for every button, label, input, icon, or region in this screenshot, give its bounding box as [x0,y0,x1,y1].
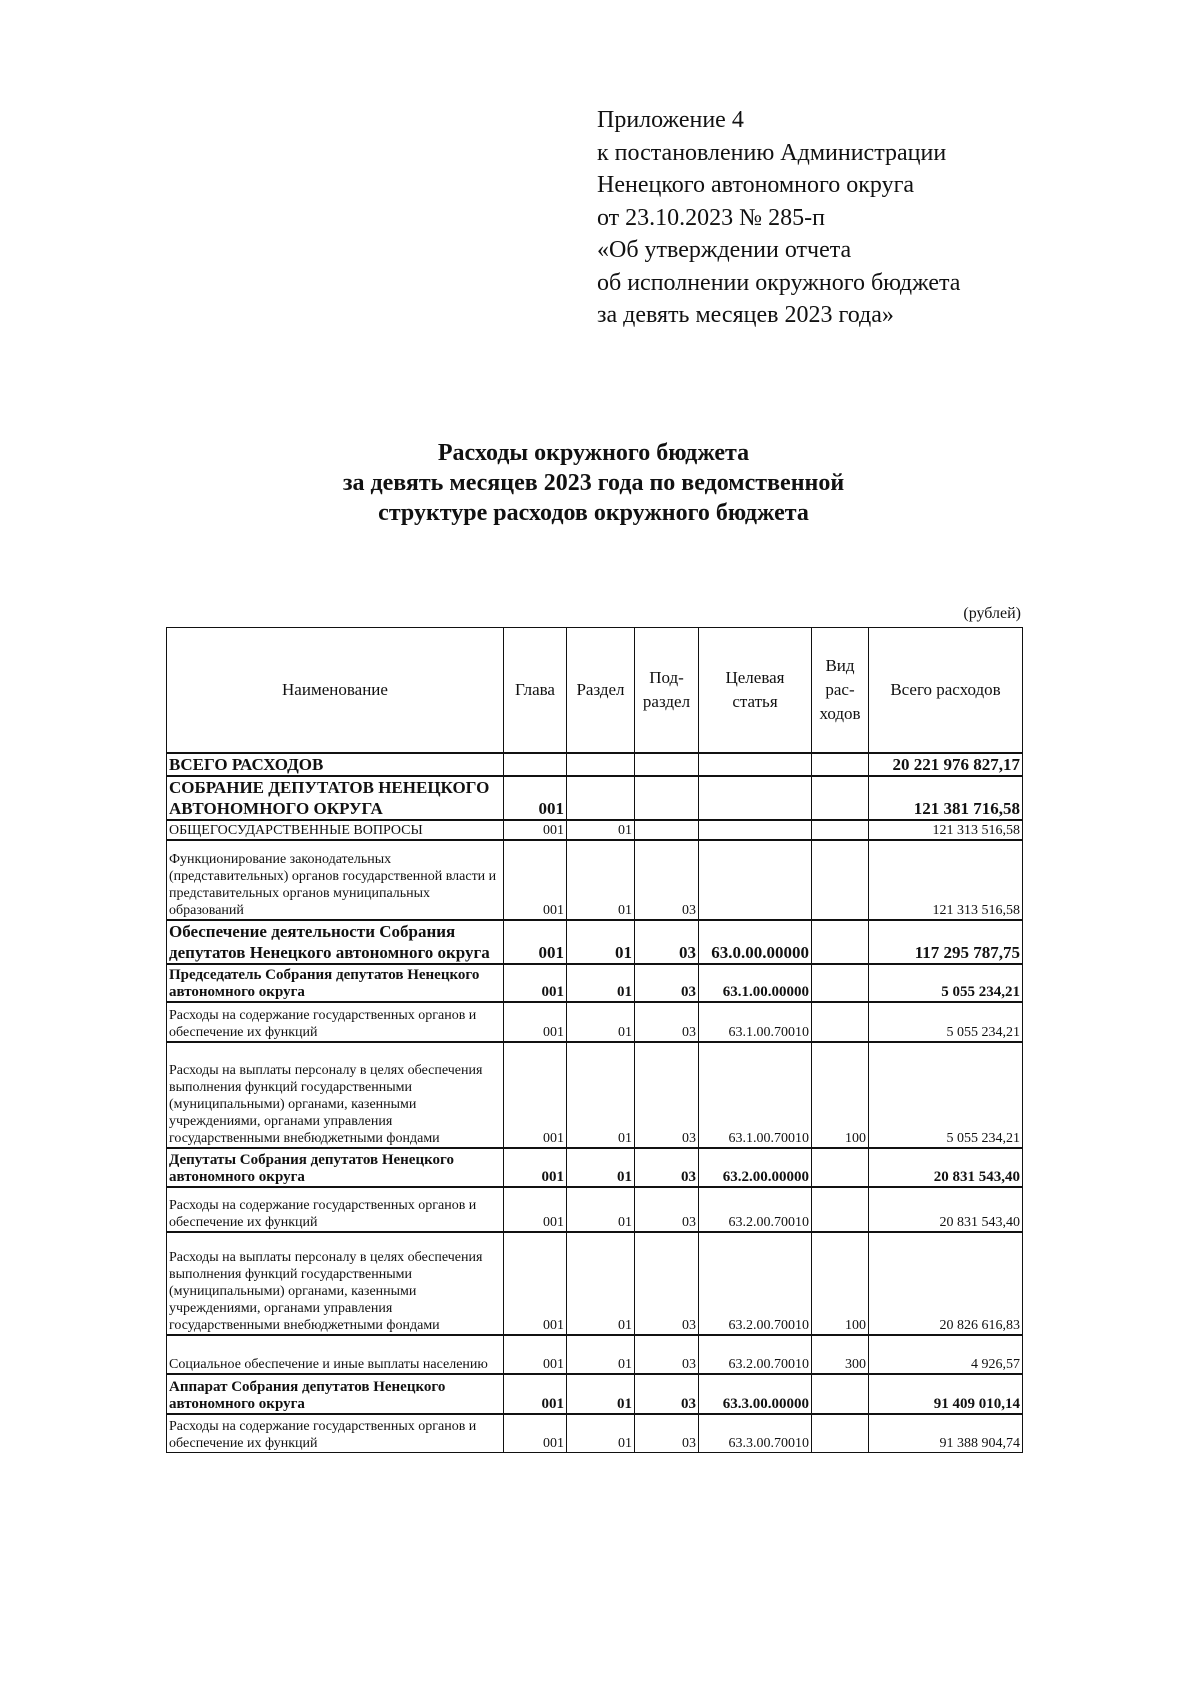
header-chapter: Глава [504,628,567,754]
cell-expense-type [812,964,869,1002]
cell-chapter: 001 [504,1335,567,1374]
cell-subsection: 03 [635,1002,699,1042]
cell-total: 91 388 904,74 [869,1414,1023,1452]
appendix-line: к постановлению Администрации [597,139,947,166]
header-subsection: Под-раздел [635,628,699,754]
units-label: (рублей) [963,605,1021,622]
cell-expense-type [812,820,869,840]
cell-expense-type: 300 [812,1335,869,1374]
cell-total: 121 313 516,58 [869,840,1023,920]
appendix-line: за девять месяцев 2023 года» [597,302,894,328]
expenses-table [166,627,1023,1453]
cell-expense-type [812,1148,869,1187]
table-row [167,1335,1023,1374]
cell-total: 20 221 976 827,17 [869,753,1023,776]
cell-subsection: 03 [635,1187,699,1232]
header-section: Раздел [567,628,635,754]
appendix-line: Ненецкого автономного округа [597,172,915,198]
cell-section: 01 [567,1414,635,1452]
cell-section: 01 [567,820,635,840]
cell-subsection: 03 [635,920,699,964]
cell-target-article: 63.2.00.70010 [699,1232,812,1335]
cell-total: 5 055 234,21 [869,1002,1023,1042]
cell-expense-type [812,1374,869,1414]
cell-total: 5 055 234,21 [869,964,1023,1002]
cell-chapter: 001 [504,1002,567,1042]
cell-target-article: 63.2.00.00000 [699,1148,812,1187]
cell-target-article: 63.2.00.70010 [699,1187,812,1232]
header-target-article: Целевая статья [699,628,812,754]
table-header-row [167,628,1023,754]
cell-section: 01 [567,920,635,964]
cell-chapter: 001 [504,920,567,964]
cell-total: 121 313 516,58 [869,820,1023,840]
cell-section: 01 [567,964,635,1002]
cell-subsection: 03 [635,1335,699,1374]
cell-subsection: 03 [635,1042,699,1148]
cell-expense-type [812,1187,869,1232]
cell-subsection [635,776,699,820]
title-line: за девять месяцев 2023 года по ведомственной [342,470,845,496]
table-row [167,1232,1023,1335]
cell-total: 20 831 543,40 [869,1148,1023,1187]
table-row [167,1374,1023,1414]
appendix-block [597,104,960,332]
appendix-line: Приложение 4 [597,107,744,133]
cell-section: 01 [567,1148,635,1187]
cell-subsection [635,820,699,840]
cell-chapter [504,753,567,776]
cell-chapter: 001 [504,1232,567,1335]
cell-name: Председатель Собрания депутатов Ненецкого автономного округа [167,964,504,1002]
cell-total: 117 295 787,75 [869,920,1023,964]
cell-target-article: 63.3.00.00000 [699,1374,812,1414]
cell-section: 01 [567,1232,635,1335]
cell-chapter: 001 [504,776,567,820]
cell-name: Расходы на содержание государственных органов и обеспечение их функций [167,1002,504,1042]
cell-chapter: 001 [504,964,567,1002]
cell-expense-type [812,1414,869,1452]
cell-expense-type [812,1002,869,1042]
title-line: Расходы окружного бюджета [437,440,750,466]
cell-total: 5 055 234,21 [869,1042,1023,1148]
cell-section: 01 [567,1374,635,1414]
cell-name: ВСЕГО РАСХОДОВ [167,753,504,776]
cell-expense-type [812,753,869,776]
cell-section [567,753,635,776]
table-row [167,1187,1023,1232]
cell-name: Обеспечение деятельности Собрания депутатов Ненецкого автономного округа [167,920,504,964]
appendix-line: «Об утверждении отчета [597,237,852,263]
table-row [167,1148,1023,1187]
table-row [167,964,1023,1002]
cell-subsection: 03 [635,1232,699,1335]
cell-target-article [699,776,812,820]
cell-expense-type [812,776,869,820]
cell-target-article [699,840,812,920]
cell-target-article: 63.1.00.70010 [699,1042,812,1148]
cell-name: Функционирование законодательных (представительных) органов государственной власти и представительных органов муниципальных образований [167,840,504,920]
cell-total: 20 831 543,40 [869,1187,1023,1232]
table-row [167,1414,1023,1452]
cell-chapter: 001 [504,1414,567,1452]
cell-name: Расходы на содержание государственных органов и обеспечение их функций [167,1414,504,1452]
cell-target-article [699,753,812,776]
table-row [167,776,1023,820]
cell-expense-type: 100 [812,1042,869,1148]
cell-total: 4 926,57 [869,1335,1023,1374]
document-title [166,438,1021,528]
cell-subsection: 03 [635,1414,699,1452]
cell-chapter: 001 [504,1042,567,1148]
cell-subsection: 03 [635,840,699,920]
cell-total: 121 381 716,58 [869,776,1023,820]
table-row [167,820,1023,840]
cell-name: Расходы на выплаты персоналу в целях обеспечения выполнения функций государственными (муниципальными) органами, казенными учреждениями, органами управления государственными внебюджетными фондами [167,1042,504,1148]
cell-section: 01 [567,1335,635,1374]
cell-name: Расходы на выплаты персоналу в целях обеспечения выполнения функций государственными (муниципальными) органами, казенными учреждениями, органами управления государственными внебюджетными фондами [167,1232,504,1335]
table-row [167,1002,1023,1042]
cell-section: 01 [567,840,635,920]
appendix-line: от 23.10.2023 № 285-п [597,204,825,231]
cell-target-article: 63.2.00.70010 [699,1335,812,1374]
cell-target-article: 63.1.00.70010 [699,1002,812,1042]
cell-expense-type [812,920,869,964]
cell-expense-type [812,840,869,920]
cell-total: 20 826 616,83 [869,1232,1023,1335]
title-line: структуре расходов окружного бюджета [378,500,809,526]
cell-subsection: 03 [635,1148,699,1187]
cell-total: 91 409 010,14 [869,1374,1023,1414]
cell-chapter: 001 [504,840,567,920]
cell-name: Социальное обеспечение и иные выплаты населению [167,1335,504,1374]
cell-subsection: 03 [635,964,699,1002]
cell-section: 01 [567,1002,635,1042]
cell-chapter: 001 [504,820,567,840]
table-row [167,840,1023,920]
cell-target-article [699,820,812,840]
cell-target-article: 63.1.00.00000 [699,964,812,1002]
table-row [167,1042,1023,1148]
cell-section: 01 [567,1187,635,1232]
cell-section [567,776,635,820]
cell-chapter: 001 [504,1148,567,1187]
table-row [167,753,1023,776]
appendix-line: об исполнении окружного бюджета [597,269,961,296]
cell-chapter: 001 [504,1187,567,1232]
cell-target-article: 63.0.00.00000 [699,920,812,964]
header-total: Всего расходов [869,628,1023,754]
cell-expense-type: 100 [812,1232,869,1335]
cell-chapter: 001 [504,1374,567,1414]
cell-name: Аппарат Собрания депутатов Ненецкого автономного округа [167,1374,504,1414]
header-name: Наименование [167,628,504,754]
cell-section: 01 [567,1042,635,1148]
table-row [167,920,1023,964]
cell-name: СОБРАНИЕ ДЕПУТАТОВ НЕНЕЦКОГО АВТОНОМНОГО ОКРУГА [167,776,504,820]
cell-subsection: 03 [635,1374,699,1414]
header-expense-type: Вид рас-ходов [812,628,869,754]
cell-name: Расходы на содержание государственных органов и обеспечение их функций [167,1187,504,1232]
cell-name: Депутаты Собрания депутатов Ненецкого автономного округа [167,1148,504,1187]
cell-name: ОБЩЕГОСУДАРСТВЕННЫЕ ВОПРОСЫ [167,820,504,840]
cell-target-article: 63.3.00.70010 [699,1414,812,1452]
cell-subsection [635,753,699,776]
